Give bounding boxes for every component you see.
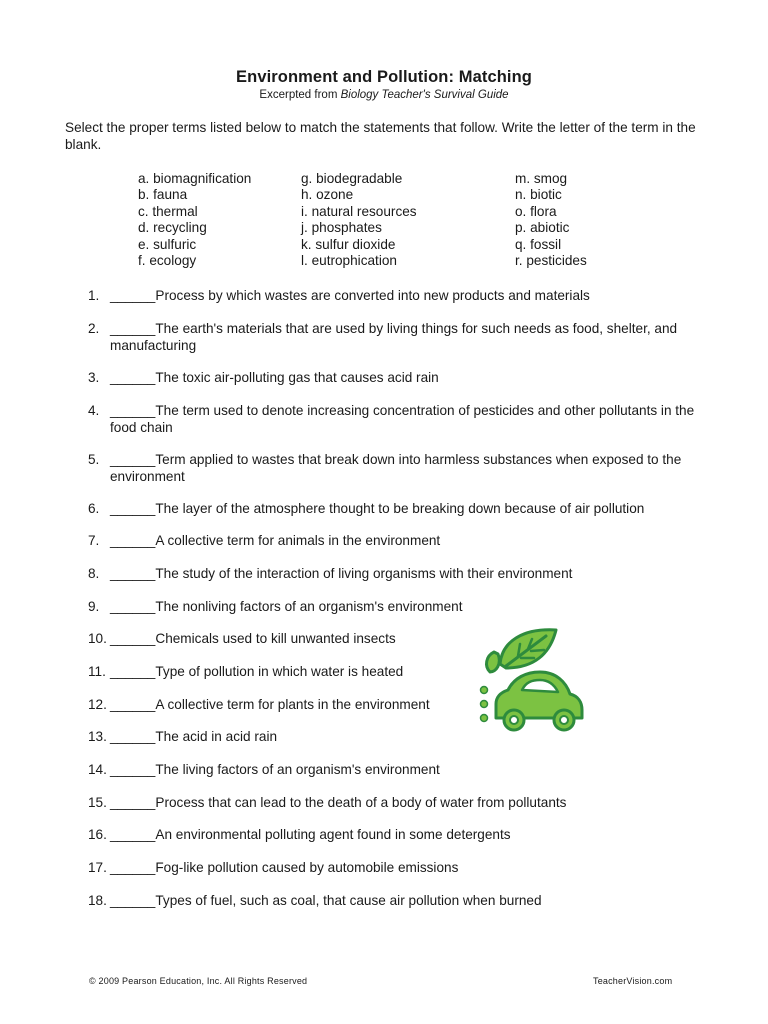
source-book-title: Biology Teacher's Survival Guide <box>340 89 509 101</box>
question-body <box>110 893 710 910</box>
question-text: The acid in acid rain <box>155 729 278 744</box>
question-number: 16. <box>88 827 107 842</box>
question-number: 4. <box>88 403 100 418</box>
site-footer: TeacherVision.com <box>593 976 673 986</box>
question-text: The living factors of an organism's environment <box>155 762 440 777</box>
question-body <box>110 370 710 387</box>
question-number: 7. <box>88 533 100 548</box>
question-number: 17. <box>88 860 107 875</box>
term-item: l. eutrophication <box>301 252 397 268</box>
question-body <box>110 762 710 779</box>
question-text: The earth's materials that are used by living things for such needs as food, shelter, and manufacturing <box>110 321 678 353</box>
term-item: j. phosphates <box>301 220 382 236</box>
term-item: d. recycling <box>138 220 207 236</box>
question-text: The toxic air-polluting gas that causes acid rain <box>155 370 439 385</box>
term-item: b. fauna <box>138 187 188 203</box>
term-column-3 <box>515 171 735 269</box>
term-item: r. pesticides <box>515 252 587 268</box>
term-column-2 <box>301 171 521 269</box>
answer-blank[interactable]: ______ <box>110 664 156 679</box>
worksheet-subtitle <box>0 89 768 101</box>
question-body <box>110 501 710 518</box>
question-text: The layer of the atmosphere thought to be breaking down because of air pollution <box>155 501 645 516</box>
answer-blank[interactable]: ______ <box>110 795 156 810</box>
question-text: A collective term for animals in the environment <box>155 533 441 548</box>
worksheet-title: Environment and Pollution: Matching <box>236 68 532 86</box>
question-body <box>110 795 710 812</box>
answer-blank[interactable]: ______ <box>110 762 156 777</box>
question-body <box>110 403 710 436</box>
question-body <box>110 566 710 583</box>
subtitle-prefix: Excerpted from <box>259 89 341 101</box>
question-body <box>110 631 710 648</box>
question-text: Types of fuel, such as coal, that cause air pollution when burned <box>155 893 542 908</box>
term-item: h. ozone <box>301 187 354 203</box>
answer-blank[interactable]: ______ <box>110 533 156 548</box>
question-body <box>110 729 710 746</box>
question-number: 12. <box>88 697 107 712</box>
question-number: 13. <box>88 729 107 744</box>
question-body <box>110 321 710 354</box>
eco-car-leaf-icon <box>476 622 588 734</box>
term-item: e. sulfuric <box>138 236 197 252</box>
question-number: 9. <box>88 599 100 614</box>
question-body <box>110 697 710 714</box>
term-item: p. abiotic <box>515 220 570 236</box>
question-number: 15. <box>88 795 107 810</box>
term-item: f. ecology <box>138 252 197 268</box>
answer-blank[interactable]: ______ <box>110 403 156 418</box>
answer-blank[interactable]: ______ <box>110 452 156 467</box>
question-text: Chemicals used to kill unwanted insects <box>155 631 396 646</box>
question-number: 18. <box>88 893 107 908</box>
question-text: Term applied to wastes that break down into harmless substances when exposed to the environment <box>110 452 682 484</box>
question-text: The study of the interaction of living organisms with their environment <box>155 566 573 581</box>
question-body <box>110 664 710 681</box>
question-number: 10. <box>88 631 107 646</box>
question-body <box>110 827 710 844</box>
question-number: 8. <box>88 566 100 581</box>
term-item: m. smog <box>515 171 568 186</box>
question-text: The term used to denote increasing concentration of pesticides and other pollutants in the food chain <box>110 403 695 435</box>
term-item: g. biodegradable <box>301 171 403 186</box>
question-body <box>110 533 710 550</box>
question-text: Type of pollution in which water is heated <box>155 664 404 679</box>
question-text: Process by which wastes are converted into new products and materials <box>155 288 590 303</box>
question-text: The nonliving factors of an organism's environment <box>155 599 463 614</box>
question-body <box>110 288 710 305</box>
term-item: q. fossil <box>515 236 562 252</box>
term-item: c. thermal <box>138 203 198 219</box>
question-number: 11. <box>88 664 106 679</box>
answer-blank[interactable]: ______ <box>110 631 156 646</box>
question-number: 1. <box>88 288 100 303</box>
question-number: 5. <box>88 452 100 467</box>
term-item: i. natural resources <box>301 203 417 219</box>
answer-blank[interactable]: ______ <box>110 729 156 744</box>
instructions: Select the proper terms listed below to match the statements that follow. Write the letter of the term in the blank. <box>65 120 696 152</box>
question-text: A collective term for plants in the environment <box>155 697 430 712</box>
question-text: An environmental polluting agent found in some detergents <box>155 827 511 842</box>
question-body <box>110 452 710 485</box>
answer-blank[interactable]: ______ <box>110 566 156 581</box>
answer-blank[interactable]: ______ <box>110 321 156 336</box>
question-body <box>110 860 710 877</box>
term-item: k. sulfur dioxide <box>301 236 396 252</box>
question-body <box>110 599 710 616</box>
answer-blank[interactable]: ______ <box>110 860 156 875</box>
question-text: Fog-like pollution caused by automobile emissions <box>155 860 459 875</box>
copyright-footer: © 2009 Pearson Education, Inc. All Rights Reserved <box>89 976 308 986</box>
answer-blank[interactable]: ______ <box>110 599 156 614</box>
question-number: 6. <box>88 501 100 516</box>
term-item: o. flora <box>515 203 557 219</box>
question-number: 3. <box>88 370 100 385</box>
answer-blank[interactable]: ______ <box>110 370 156 385</box>
question-number: 14. <box>88 762 107 777</box>
answer-blank[interactable]: ______ <box>110 288 156 303</box>
answer-blank[interactable]: ______ <box>110 827 156 842</box>
term-item: a. biomagnification <box>138 171 252 186</box>
answer-blank[interactable]: ______ <box>110 697 156 712</box>
answer-blank[interactable]: ______ <box>110 501 156 516</box>
term-item: n. biotic <box>515 187 562 203</box>
question-text: Process that can lead to the death of a body of water from pollutants <box>155 795 567 810</box>
question-number: 2. <box>88 321 100 336</box>
answer-blank[interactable]: ______ <box>110 893 156 908</box>
